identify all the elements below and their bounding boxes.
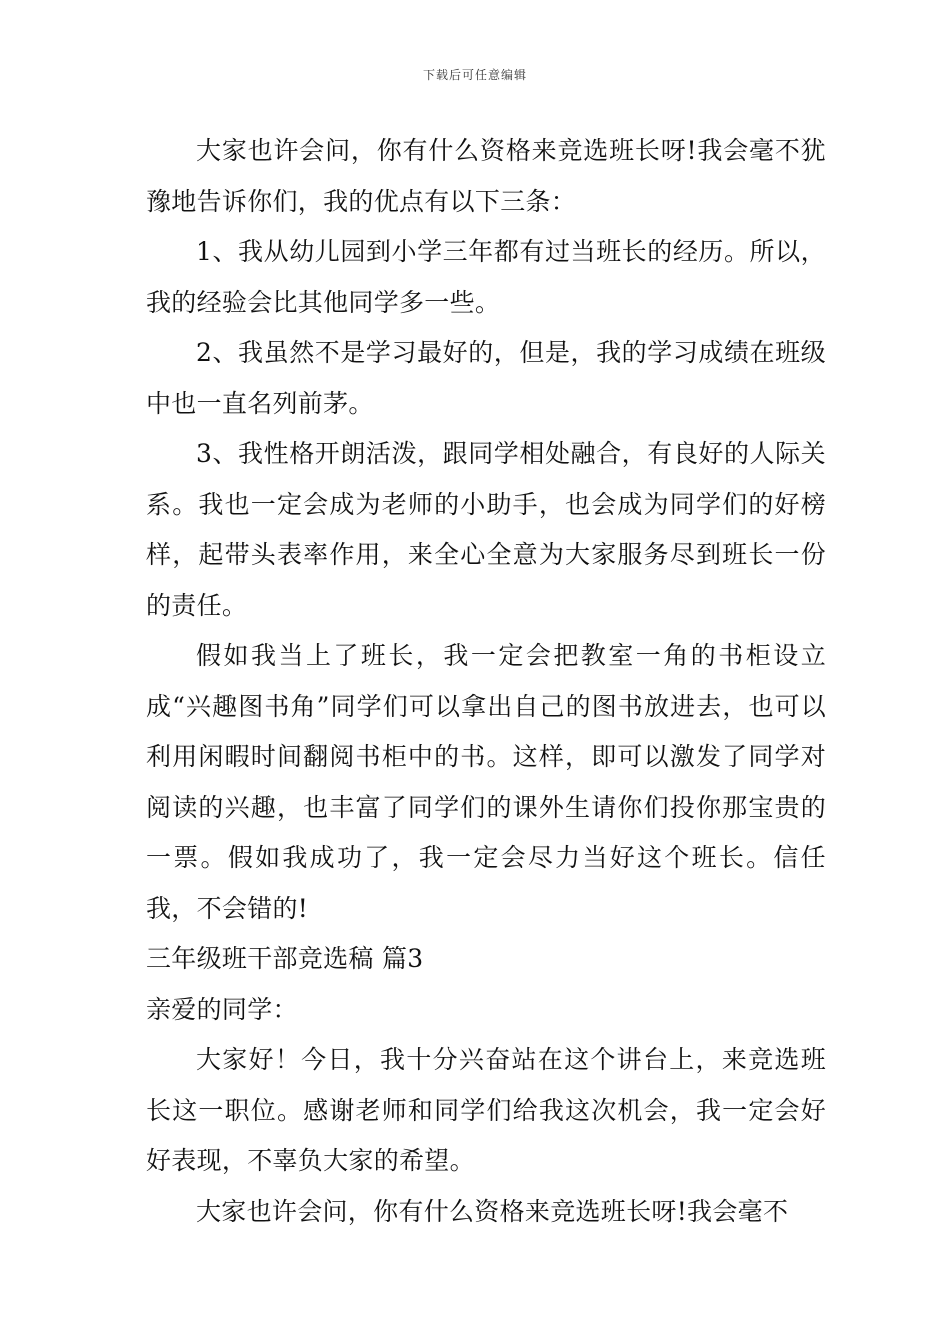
paragraph-qualification-repeat: 大家也许会问，你有什么资格来竞选班长呀!我会毫不 bbox=[196, 1196, 789, 1226]
section-heading: 三年级班干部竞选稿 篇3 bbox=[146, 944, 424, 973]
header-note: 下载后可任意编辑 bbox=[422, 68, 527, 82]
paragraph-point-3: 3、我性格开朗活泼，跟同学相处融合，有良好的人际关系。我也一定会成为老师的小助手，也会成为同学们的好榜样，起带头表率作用，来全心全意为大家服务尽到班长一份的责任。 bbox=[146, 439, 826, 620]
salutation: 亲爱的同学： bbox=[146, 994, 298, 1024]
paragraph-qualification-intro: 大家也许会问，你有什么资格来竞选班长呀!我会毫不犹豫地告诉你们，我的优点有以下三条： bbox=[146, 136, 826, 216]
document-body bbox=[146, 126, 826, 1237]
paragraph-point-2: 2、我虽然不是学习最好的，但是，我的学习成绩在班级中也一直名列前茅。 bbox=[146, 338, 826, 418]
paragraph-point-1: 1、我从幼儿园到小学三年都有过当班长的经历。所以，我的经验会比其他同学多一些。 bbox=[146, 237, 826, 317]
paragraph-greeting: 大家好！今日，我十分兴奋站在这个讲台上，来竞选班长这一职位。感谢老师和同学们给我这次机会，我一定会好好表现，不辜负大家的希望。 bbox=[146, 1045, 826, 1175]
paragraph-reading-corner: 假如我当上了班长，我一定会把教室一角的书柜设立成“兴趣图书角”同学们可以拿出自己的图书放进去，也可以利用闲暇时间翻阅书柜中的书。这样，即可以激发了同学对阅读的兴趣，也丰富了同学们的课外生请你们投你那宝贵的一票。假如我成功了，我一定会尽力当好这个班长。信任我，不会错的! bbox=[146, 641, 826, 923]
